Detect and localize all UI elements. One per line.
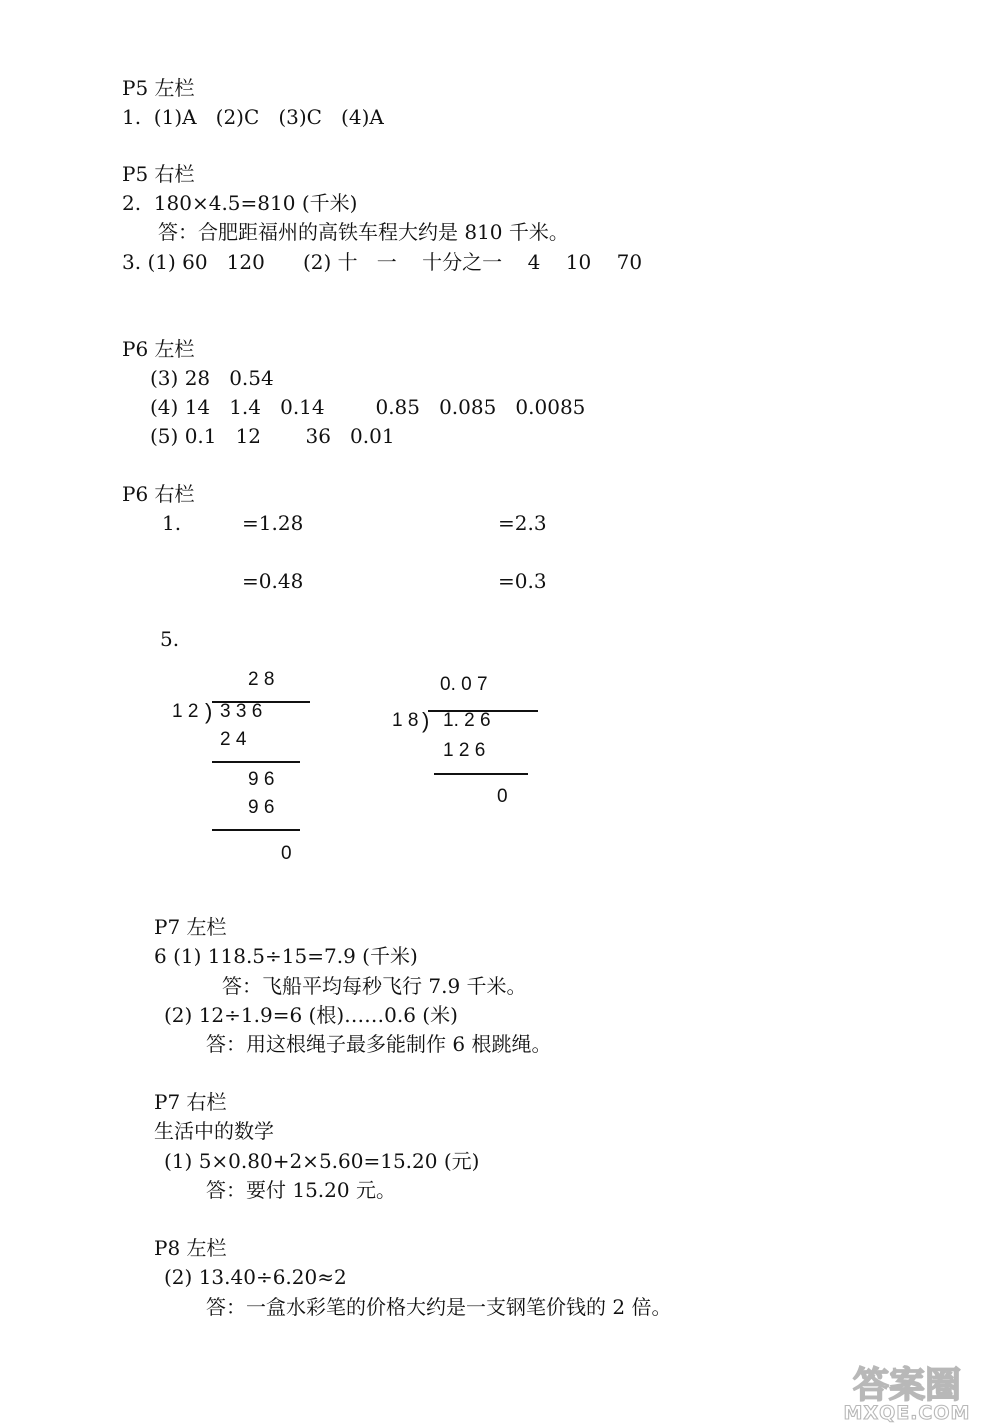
division-b-dividend: 1. 2 6 xyxy=(443,710,491,731)
division-a-step1: 2 4 xyxy=(220,729,247,750)
watermark-logo-text: 答案圈 xyxy=(852,1365,962,1406)
p6-right-q1-label: 1. xyxy=(162,511,182,535)
division-a-step3: 9 6 xyxy=(248,797,275,818)
division-b-divisor: 1 8 xyxy=(392,710,419,731)
division-a-dividend: 3 3 6 xyxy=(220,701,263,722)
p7-right-answer: 答：要付 15.20 元。 xyxy=(206,1178,396,1202)
division-b-step1: 1 2 6 xyxy=(443,740,486,761)
p5-right-q2-calc: 2. 180×4.5=810 (千米) xyxy=(122,191,358,215)
p7-left-q6-2: (2) 12÷1.9=6 (根)……0.6 (米) xyxy=(164,1003,458,1027)
p6-left-line-4: (4) 14 1.4 0.14 0.85 0.085 0.0085 xyxy=(150,395,586,419)
division-a-step2: 9 6 xyxy=(248,769,275,790)
p6-right-header: P6 右栏 xyxy=(122,482,195,506)
p7-right-section-title: 生活中的数学 xyxy=(154,1119,274,1143)
division-a-divisor: 1 2 xyxy=(172,701,199,722)
p6-left-line-3: (3) 28 0.54 xyxy=(150,366,274,390)
p6-left-header: P6 左栏 xyxy=(122,337,195,361)
division-a-bracket: ) xyxy=(205,699,213,724)
p5-right-q2-answer: 答：合肥距福州的高铁车程大约是 810 千米。 xyxy=(158,220,569,244)
p6-right-result: =0.48 xyxy=(242,569,304,593)
p7-right-calc: (1) 5×0.80+2×5.60=15.20 (元) xyxy=(164,1149,480,1173)
division-b-rule xyxy=(434,773,528,775)
p8-left-calc: (2) 13.40÷6.20≈2 xyxy=(164,1265,347,1289)
p7-left-q6-1-answer: 答：飞船平均每秒飞行 7.9 千米。 xyxy=(222,974,527,998)
p5-left-answers: 1. (1)A (2)C (3)C (4)A xyxy=(122,105,384,129)
p7-left-header: P7 左栏 xyxy=(154,915,227,939)
division-a-rule xyxy=(212,761,300,763)
p6-right-result: =1.28 xyxy=(242,511,304,535)
p5-right-header: P5 右栏 xyxy=(122,162,195,186)
watermark-logo xyxy=(822,1359,992,1423)
p6-right-q5-label: 5. xyxy=(160,627,180,651)
p8-left-answer: 答：一盒水彩笔的价格大约是一支钢笔价钱的 2 倍。 xyxy=(206,1295,672,1319)
watermark-logo-url: MXQE.COM xyxy=(843,1402,971,1423)
p8-left-header: P8 左栏 xyxy=(154,1236,227,1260)
p6-right-result: =2.3 xyxy=(498,511,547,535)
watermark-logo-graphic xyxy=(822,1359,992,1423)
p6-left-line-5: (5) 0.1 12 36 0.01 xyxy=(150,424,395,448)
division-b-remainder: 0 xyxy=(497,786,508,807)
p5-left-header: P5 左栏 xyxy=(122,76,195,100)
division-a-rule xyxy=(212,829,300,831)
p6-right-result: =0.3 xyxy=(498,569,547,593)
division-a-quotient: 2 8 xyxy=(248,669,275,690)
division-a-remainder: 0 xyxy=(281,843,292,864)
p7-right-header: P7 右栏 xyxy=(154,1090,227,1114)
p5-right-q3: 3. (1) 60 120 (2) 十 一 十分之一 4 10 70 xyxy=(122,250,643,274)
division-b-bracket: ) xyxy=(422,708,430,733)
p7-left-q6-2-answer: 答：用这根绳子最多能制作 6 根跳绳。 xyxy=(206,1032,552,1056)
division-b-quotient: 0. 0 7 xyxy=(440,674,488,695)
p7-left-q6-1: 6 (1) 118.5÷15=7.9 (千米) xyxy=(154,944,418,968)
